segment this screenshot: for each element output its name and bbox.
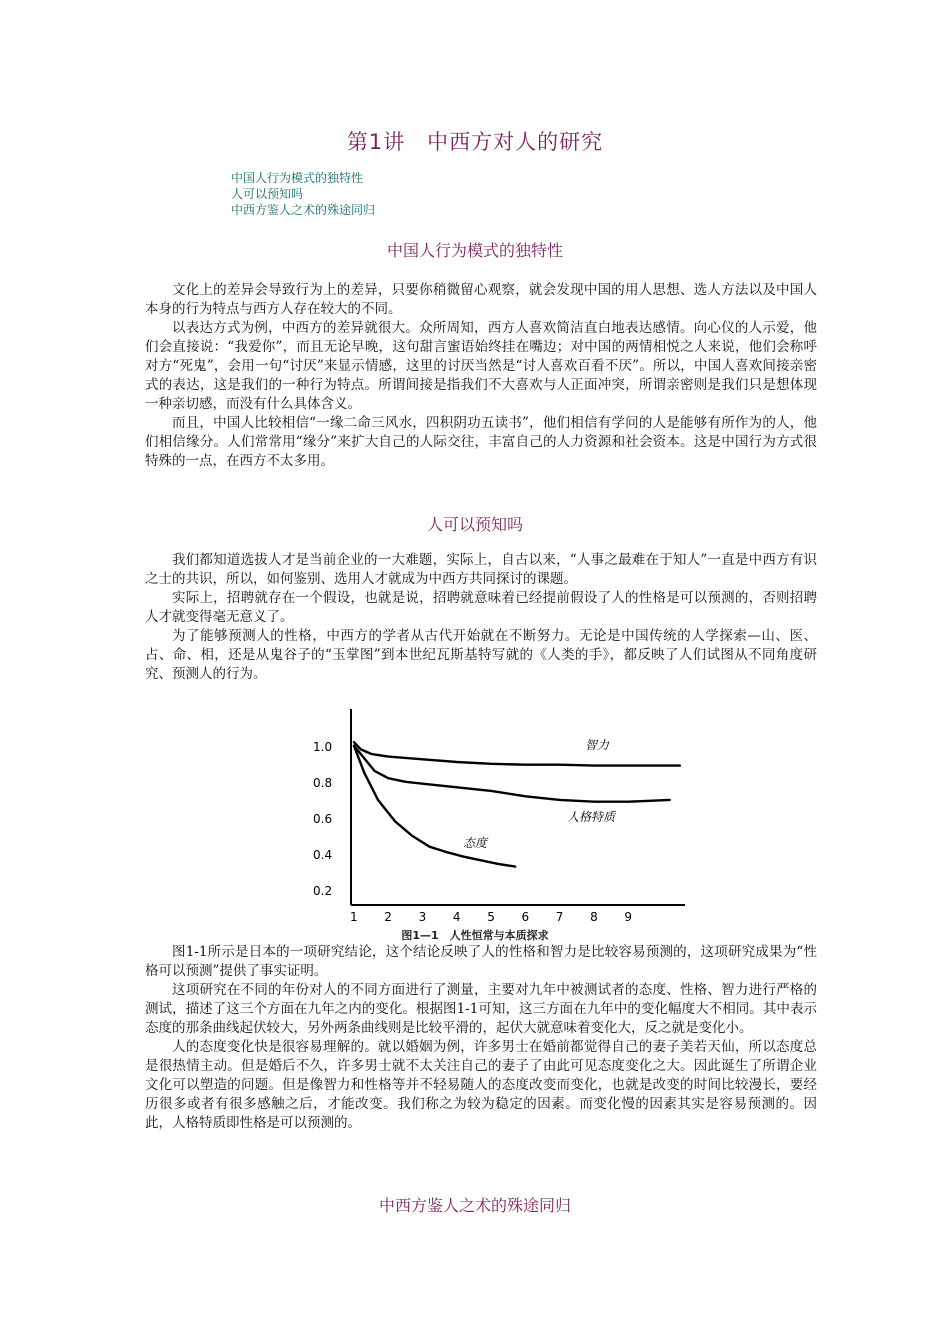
paragraph: 文化上的差异会导致行为上的差异，只要你稍微留心观察，就会发现中国的用人思想、选人方法以及中国人本身的行为特点与西方人存在较大的不同。 xyxy=(145,282,817,317)
section-2-body xyxy=(145,551,817,684)
paragraph: 人的态度变化快是很容易理解的。就以婚姻为例，许多男士在婚前都觉得自己的妻子美若天仙，所以态度总是很热情主动。但是婚后不久，许多男士就不太关注自己的妻子了由此可见态度变化之大。因此诞生了所谓企业文化可以塑造的问题。但是像智力和性格等并不轻易随人的态度改变而变化，也就是改变的时间比较漫长，要经历很多或者有很多感触之后，才能改变。我们称之为较为稳定的因素。而变化慢的因素其实是容易预测的。因此，人格特质即性格是可以预测的。 xyxy=(145,1039,817,1131)
series-label-3: 态度 xyxy=(463,836,488,850)
paragraph: 我们都知道选拔人才是当前企业的一大难题，实际上，自古以来，“人事之最难在于知人”一直是中西方有识之士的共识，所以，如何鉴别、选用人才就成为中西方共同探讨的课题。 xyxy=(145,552,817,587)
section-heading-1: 中国人行为模式的独特性 xyxy=(386,241,563,260)
x-tick-label: 7 xyxy=(555,910,564,924)
x-tick-label: 2 xyxy=(384,910,392,924)
series-label-2: 人格特质 xyxy=(567,810,616,824)
section-1-body xyxy=(145,281,817,471)
figure-caption: 图1—1 人性恒常与本质探求 xyxy=(401,929,549,942)
section-heading-2: 人可以预知吗 xyxy=(426,515,523,534)
x-tick-label: 1 xyxy=(350,910,358,924)
paragraph: 这项研究在不同的年份对人的不同方面进行了测量，主要对九年中被测试者的态度、性格、智力进行严格的测试，描述了这三个方面在九年之内的变化。根据图1-1可知，这三方面在九年中的变化幅度大不相同。其中表示态度的那条曲线起伏较大，另外两条曲线则是比较平滑的，起伏大就意味着变化大，反之就是变化小。 xyxy=(145,982,817,1036)
y-tick-label: 0.4 xyxy=(313,847,333,862)
y-tick-label: 0.6 xyxy=(313,811,333,826)
paragraph: 而且，中国人比较相信“一缘二命三风水，四积阴功五读书”，他们相信有学问的人是能够有所作为的人，他们相信缘分。人们常常用“缘分”来扩大自己的人际交往，丰富自己的人力资源和社会资本。这是中国行为方式很特殊的一点，在西方不太多用。 xyxy=(145,415,817,469)
toc-link-2[interactable]: 人可以预知吗 xyxy=(231,187,304,201)
x-tick-label: 5 xyxy=(487,910,495,924)
paragraph: 图1-1所示是日本的一项研究结论，这个结论反映了人的性格和智力是比较容易预测的，这项研究成果为“性格可以预测”提供了事实证明。 xyxy=(145,944,817,979)
line-chart xyxy=(305,705,695,925)
x-tick-label: 3 xyxy=(418,910,427,924)
series-line-2 xyxy=(354,746,670,802)
toc-link-1[interactable]: 中国人行为模式的独特性 xyxy=(231,171,364,185)
y-tick-label: 0.8 xyxy=(313,775,333,790)
paragraph: 实际上，招聘就存在一个假设，也就是说，招聘就意味着已经提前假设了人的性格是可以预测的，否则招聘人才就变得毫无意义了。 xyxy=(145,590,817,625)
y-tick-label: 0.2 xyxy=(313,884,333,898)
page-title: 第1讲 中西方对人的研究 xyxy=(346,130,604,154)
section-2-body-continued xyxy=(145,943,817,1133)
series-label-1: 智力 xyxy=(585,738,610,752)
table-of-contents xyxy=(231,170,375,218)
paragraph: 以表达方式为例，中西方的差异就很大。众所周知，西方人喜欢简洁直白地表达感情。向心仪的人示爱，他们会直接说：“我爱你”，而且无论早晚，这句甜言蜜语始终挂在嘴边；对中国的两情相悦之人来说，他们会称呼对方“死鬼”，会用一句“讨厌”来显示情感，这里的讨厌当然是“讨人喜欢百看不厌”。所以，中国人喜欢间接亲密式的表达，这是我们的一种行为特点。所谓间接是指我们不大喜欢与人正面冲突，所谓亲密则是我们只是想体现一种亲切感，而没有什么具体含义。 xyxy=(145,320,817,412)
x-tick-label: 6 xyxy=(521,910,530,924)
paragraph: 为了能够预测人的性格，中西方的学者从古代开始就在不断努力。无论是中国传统的人学探索—山、医、占、命、相，还是从鬼谷子的“玉掌图”到本世纪瓦斯基特写就的《人类的手》，都反映了人们试图从不同角度研究、预测人的行为。 xyxy=(145,628,817,682)
toc-link-3[interactable]: 中西方鉴人之术的殊途同归 xyxy=(231,203,376,217)
x-tick-label: 4 xyxy=(452,910,461,924)
section-heading-3: 中西方鉴人之术的殊途同归 xyxy=(378,1196,571,1215)
x-tick-label: 9 xyxy=(624,910,633,924)
series-line-1 xyxy=(354,742,680,765)
y-tick-label: 1.0 xyxy=(313,739,333,754)
figure-1-1 xyxy=(305,705,695,925)
x-tick-label: 8 xyxy=(590,910,598,924)
